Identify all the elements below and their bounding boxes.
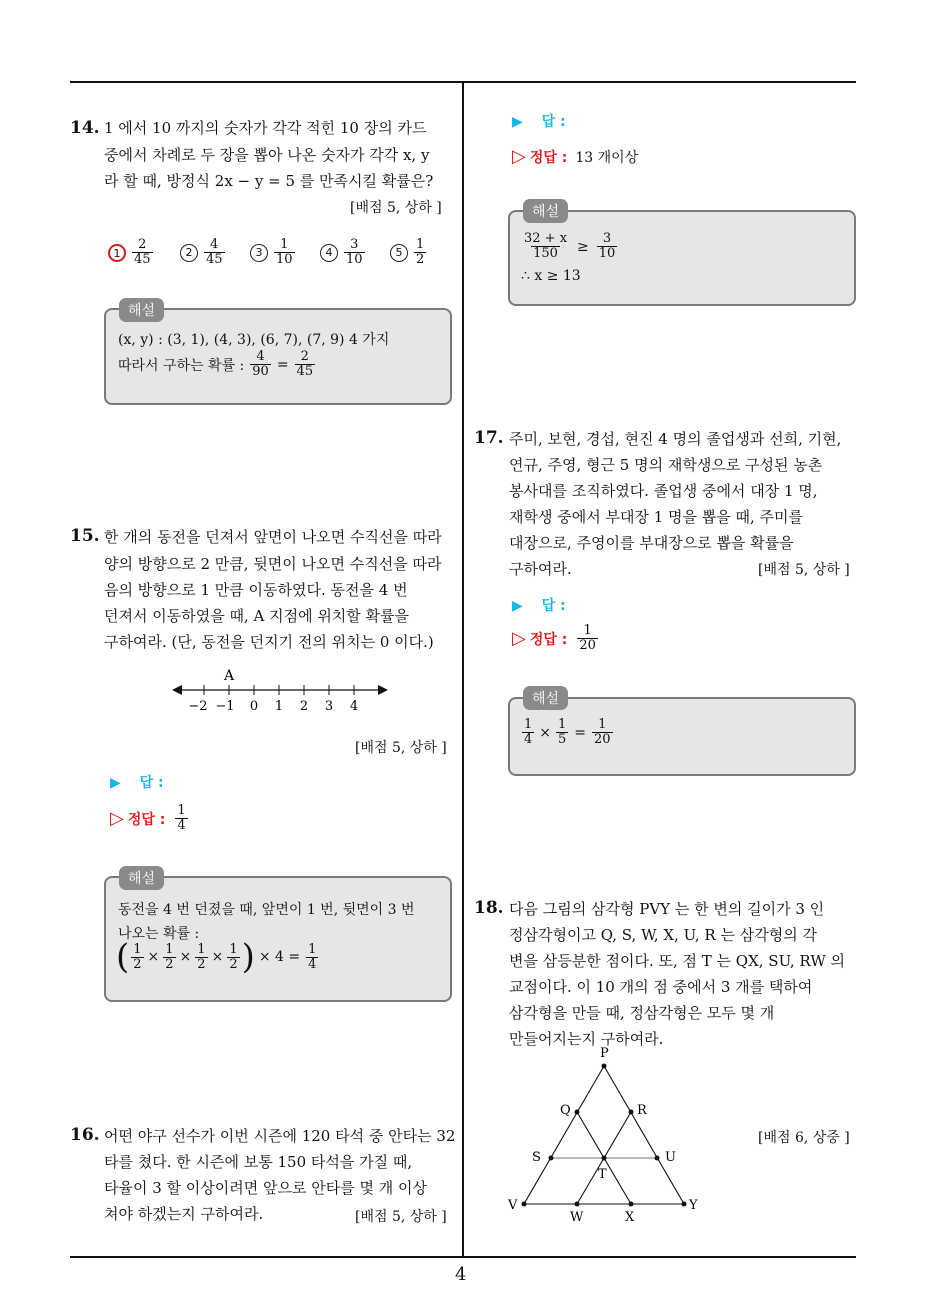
question-text-line: 1 에서 10 까지의 숫자가 각각 적힌 10 장의 카드 [104,119,427,137]
question-text-line: 라 할 때, 방정식 2x − y = 5 를 만족시킬 확률은? [104,172,434,190]
tick-label: 3 [324,699,334,714]
question-number: 15. [70,526,100,546]
play-arrow-icon: ▶ [512,598,523,614]
solution-line: 동전을 4 번 던졌을 때, 앞면이 1 번, 뒷면이 3 번 [118,902,415,918]
tick-label: 1 [274,699,284,714]
question-text-line: 양의 방향으로 2 만큼, 뒷면이 나오면 수직선을 따라 [104,555,442,573]
question-number: 18. [474,898,504,918]
solution-line: ∴ x ≥ 13 [521,268,581,284]
bottom-rule [70,1256,856,1258]
question-text-line: 대장으로, 주영이를 부대장으로 뽑을 확률을 [509,534,794,552]
answer-row[interactable]: ▶ 답 : [512,598,566,614]
point-label: X [625,1210,635,1225]
choice-fraction: $\frac{4}{45}$ [206,237,223,267]
solution-formula: $\frac{1}{4}$ × $\frac{1}{5}$ = $\frac{1}{20}$ [524,717,611,747]
choice-3[interactable] [250,238,297,267]
point-label: W [570,1210,584,1225]
question-text-line: 재학생 중에서 부대장 1 명을 뽑을 때, 주미를 [509,508,804,526]
page-number: 4 [455,1264,467,1285]
question-text-line: 다음 그림의 삼각형 PVY 는 한 변의 길이가 3 인 [509,900,825,918]
score-label: [배점 5, 상하 ] [758,562,850,578]
question-text-line: 연규, 주영, 형근 5 명의 재학생으로 구성된 농촌 [509,456,823,474]
question-text-line: 한 개의 동전을 던져서 앞면이 나오면 수직선을 따라 [104,528,442,546]
question-text-line: 봉사대를 조직하였다. 졸업생 중에서 대장 1 명, [509,482,818,500]
point-label: P [600,1046,609,1061]
column-divider [462,82,464,1257]
score-label: [배점 5, 상하 ] [355,1209,447,1225]
question-text-line: 구하여라. [509,560,572,578]
score-label: [배점 6, 상중 ] [758,1130,850,1146]
choice-fraction: $\frac{1}{10}$ [276,237,293,267]
solution-tag: 해설 [523,686,568,710]
point-label: S [532,1150,541,1165]
question-text-line: 교점이다. 이 10 개의 점 중에서 3 개를 택하여 [509,978,813,996]
correct-answer-row: ▷ 정답 : 13 개이상 [512,146,639,167]
choice-2[interactable] [180,238,227,267]
play-arrow-icon: ▶ [110,775,121,791]
point-label: V [508,1198,518,1213]
choice-mark-selected: 1 [108,244,126,262]
solution-line: 나오는 확률 : [118,926,200,942]
question-number: 14. [70,118,100,138]
point-label: Y [689,1198,698,1213]
solution-formula: ( $\frac{1}{2}$ × $\frac{1}{2}$ × $\frac{1}{2}$ × $\frac{1}{2}$ ) × 4 = $\frac{1}{4}$ [116,937,317,977]
point-label: Q [560,1103,571,1118]
question-text-line: 구하여라. (단, 동전을 던지기 전의 위치는 0 이다.) [104,633,434,651]
score-label: [배점 5, 상하 ] [350,200,442,216]
correct-answer-row: ▷ 정답 : $\frac{1}{20}$ [512,623,596,653]
outline-triangle-icon: ▷ [512,146,526,167]
answer-row[interactable]: ▶ 답 : [110,775,164,791]
tick-label: 2 [299,699,309,714]
choice-4[interactable] [320,238,367,267]
triangle-diagram [500,1042,720,1227]
choice-1[interactable] [108,238,155,267]
choice-fraction: $\frac{2}{45}$ [134,237,151,267]
question-text-line: 주미, 보현, 경섭, 현진 4 명의 졸업생과 선희, 기현, [509,430,842,448]
point-label: U [665,1150,676,1165]
answer-row[interactable]: ▶ 답 : [512,114,566,130]
question-text-line: 던져서 이동하였을 때, A 지점에 위치할 확률을 [104,607,410,625]
question-text-line: 중에서 차례로 두 장을 뽑아 나온 숫자가 각각 x, y [104,146,430,164]
solution-line: 따라서 구하는 확률 : $\frac{4}{90}$ = $\frac{2}{45}$ [118,349,314,379]
tick-label: −2 [188,699,208,714]
choice-fraction: $\frac{3}{10}$ [346,237,363,267]
tick-label: 4 [349,699,359,714]
question-text-line: 타를 쳤다. 한 시즌에 보통 150 타석을 가질 때, [104,1153,413,1171]
question-text-line: 정삼각형이고 Q, S, W, X, U, R 는 삼각형의 각 [509,926,817,944]
question-number: 17. [474,428,504,448]
tick-label: −1 [215,699,235,714]
question-text-line: 어떤 야구 선수가 이번 시즌에 120 타석 중 안타는 32 [104,1127,456,1145]
question-text-line: 타율이 3 할 이상이려면 앞으로 안타를 몇 개 이상 [104,1179,427,1197]
choice-mark: 4 [320,244,338,262]
question-text-line: 쳐야 하겠는지 구하여라. [104,1205,264,1223]
choice-mark: 2 [180,244,198,262]
tick-label: 0 [249,699,259,714]
point-a-label: A [223,668,235,684]
solution-line: (x, y) : (3, 1), (4, 3), (6, 7), (7, 9) 4 가지 [118,332,390,348]
solution-formula: $\frac{32 + x}{150}$ ≥ $\frac{3}{10}$ [524,231,616,261]
choice-mark: 5 [390,244,408,262]
number-line-diagram [170,666,390,716]
question-text-line: 음의 방향으로 1 만큼 이동하였다. 동전을 4 번 [104,581,408,599]
choice-mark: 3 [250,244,268,262]
outline-triangle-icon: ▷ [512,628,526,649]
question-text-line: 만들어지는지 구하여라. [509,1030,664,1048]
solution-tag: 해설 [523,199,568,223]
play-arrow-icon: ▶ [512,114,523,130]
choice-5[interactable] [390,238,428,267]
question-number: 16. [70,1125,100,1145]
score-label: [배점 5, 상하 ] [355,740,447,756]
solution-tag: 해설 [119,298,164,322]
point-label: T [598,1167,607,1182]
point-label: R [637,1103,647,1118]
question-text-line: 변을 삼등분한 점이다. 또, 점 T 는 QX, SU, RW 의 [509,952,846,970]
correct-answer-row: ▷ 정답 : $\frac{1}{4}$ [110,803,186,833]
choice-fraction: $\frac{1}{2}$ [416,237,425,267]
solution-tag: 해설 [119,866,164,890]
question-text-line: 삼각형을 만들 때, 정삼각형은 모두 몇 개 [509,1004,775,1022]
outline-triangle-icon: ▷ [110,808,124,829]
